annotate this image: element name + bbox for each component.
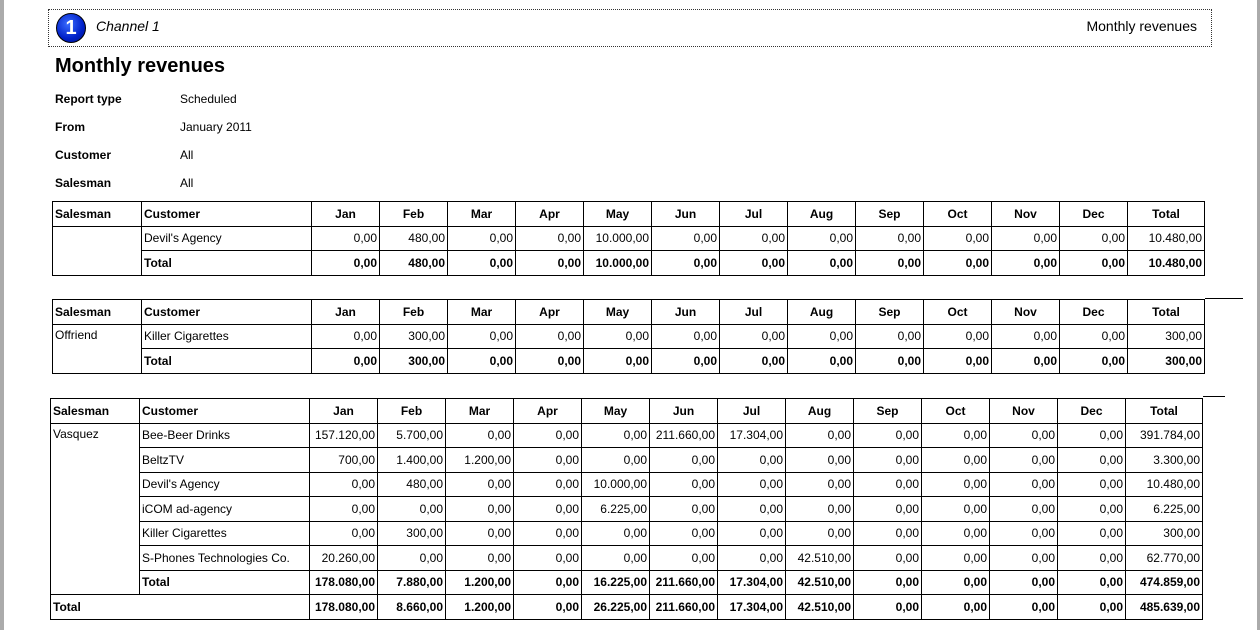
grand-total-value-cell: 178.080,00: [310, 595, 378, 620]
value-cell: 6.225,00: [1126, 497, 1203, 522]
value-cell: 0,00: [1058, 423, 1126, 448]
value-cell: 0,00: [856, 324, 924, 349]
customer-cell: Bee-Beer Drinks: [140, 423, 310, 448]
column-header: Total: [1128, 202, 1205, 227]
value-cell: 0,00: [990, 448, 1058, 473]
column-header: Jun: [652, 202, 720, 227]
total-value-cell: 10.480,00: [1128, 251, 1205, 276]
value-cell: 0,00: [446, 423, 514, 448]
column-header: Mar: [448, 300, 516, 325]
table-row: [51, 448, 1203, 473]
channel-number-badge: 1: [56, 13, 86, 43]
param-label-from: From: [55, 120, 85, 134]
value-cell: 0,00: [582, 521, 650, 546]
value-cell: 0,00: [378, 497, 446, 522]
total-value-cell: 480,00: [380, 251, 448, 276]
value-cell: 0,00: [854, 448, 922, 473]
param-value-customer: All: [180, 148, 194, 162]
value-cell: 0,00: [990, 423, 1058, 448]
column-header: Jun: [650, 399, 718, 424]
value-cell: 0,00: [446, 521, 514, 546]
value-cell: 0,00: [718, 521, 786, 546]
salesman-revenue-table: [52, 299, 1205, 374]
value-cell: 10.000,00: [584, 226, 652, 251]
table-row: [51, 521, 1203, 546]
column-header: Jan: [310, 399, 378, 424]
value-cell: 0,00: [310, 497, 378, 522]
total-value-cell: 0,00: [922, 570, 990, 595]
column-header: Jul: [718, 399, 786, 424]
column-header: Customer: [142, 300, 312, 325]
table-header-row: [53, 202, 1205, 227]
total-value-cell: 0,00: [990, 570, 1058, 595]
grand-total-value-cell: 0,00: [854, 595, 922, 620]
total-value-cell: 0,00: [788, 349, 856, 374]
value-cell: 10.480,00: [1126, 472, 1203, 497]
customer-cell: Killer Cigarettes: [142, 324, 312, 349]
grand-total-value-cell: 0,00: [514, 595, 582, 620]
total-value-cell: 0,00: [652, 251, 720, 276]
value-cell: 480,00: [380, 226, 448, 251]
value-cell: 0,00: [922, 472, 990, 497]
value-cell: 0,00: [922, 521, 990, 546]
value-cell: 700,00: [310, 448, 378, 473]
value-cell: 0,00: [786, 521, 854, 546]
total-value-cell: 0,00: [856, 251, 924, 276]
total-value-cell: 0,00: [924, 349, 992, 374]
value-cell: 0,00: [650, 472, 718, 497]
param-label-report-type: Report type: [55, 92, 122, 106]
column-header: Aug: [786, 399, 854, 424]
salesman-total-row: [51, 570, 1203, 595]
value-cell: 0,00: [516, 324, 584, 349]
value-cell: 0,00: [446, 472, 514, 497]
column-header: Jul: [720, 202, 788, 227]
total-value-cell: 7.880,00: [378, 570, 446, 595]
value-cell: 0,00: [786, 448, 854, 473]
column-header: Aug: [788, 202, 856, 227]
grand-total-value-cell: 8.660,00: [378, 595, 446, 620]
value-cell: 0,00: [854, 423, 922, 448]
param-value-from: January 2011: [180, 120, 252, 134]
value-cell: 0,00: [1058, 521, 1126, 546]
total-value-cell: 0,00: [854, 570, 922, 595]
grand-total-value-cell: 1.200,00: [446, 595, 514, 620]
total-value-cell: 0,00: [312, 251, 380, 276]
value-cell: 0,00: [854, 472, 922, 497]
total-value-cell: 0,00: [788, 251, 856, 276]
salesman-cell: Vasquez: [51, 423, 140, 595]
total-value-cell: 0,00: [516, 349, 584, 374]
salesman-total-row: [53, 349, 1205, 374]
column-header: Jun: [652, 300, 720, 325]
value-cell: 0,00: [1058, 448, 1126, 473]
grand-total-row: [51, 595, 1203, 620]
value-cell: 10.000,00: [582, 472, 650, 497]
column-header: Apr: [516, 300, 584, 325]
value-cell: 0,00: [514, 472, 582, 497]
column-header: Oct: [922, 399, 990, 424]
value-cell: 3.300,00: [1126, 448, 1203, 473]
value-cell: 0,00: [992, 324, 1060, 349]
total-value-cell: 1.200,00: [446, 570, 514, 595]
grand-total-value-cell: 485.639,00: [1126, 595, 1203, 620]
customer-cell: Killer Cigarettes: [140, 521, 310, 546]
value-cell: 0,00: [990, 497, 1058, 522]
column-header: Nov: [992, 300, 1060, 325]
column-header: Jul: [720, 300, 788, 325]
value-cell: 6.225,00: [582, 497, 650, 522]
value-cell: 300,00: [378, 521, 446, 546]
grand-total-value-cell: 17.304,00: [718, 595, 786, 620]
column-header: Total: [1128, 300, 1205, 325]
grand-total-value-cell: 211.660,00: [650, 595, 718, 620]
total-value-cell: 0,00: [516, 251, 584, 276]
total-value-cell: 0,00: [1060, 349, 1128, 374]
param-value-salesman: All: [180, 176, 194, 190]
column-header: Sep: [856, 300, 924, 325]
value-cell: 0,00: [312, 324, 380, 349]
total-value-cell: 178.080,00: [310, 570, 378, 595]
value-cell: 0,00: [446, 497, 514, 522]
customer-cell: S-Phones Technologies Co.: [140, 546, 310, 571]
column-header: Dec: [1058, 399, 1126, 424]
salesman-revenue-table: [52, 201, 1205, 276]
column-header: May: [582, 399, 650, 424]
value-cell: 0,00: [310, 521, 378, 546]
salesman-revenue-table: [50, 398, 1203, 620]
total-value-cell: 0,00: [992, 349, 1060, 374]
param-label-customer: Customer: [55, 148, 112, 162]
column-header: Jan: [312, 202, 380, 227]
total-value-cell: 0,00: [448, 251, 516, 276]
column-header: Total: [1126, 399, 1203, 424]
value-cell: 0,00: [1060, 226, 1128, 251]
grand-total-value-cell: 26.225,00: [582, 595, 650, 620]
value-cell: 0,00: [720, 226, 788, 251]
value-cell: 0,00: [992, 226, 1060, 251]
value-cell: 0,00: [514, 546, 582, 571]
value-cell: 10.480,00: [1128, 226, 1205, 251]
column-header: Dec: [1060, 202, 1128, 227]
total-value-cell: 0,00: [720, 349, 788, 374]
value-cell: 0,00: [514, 497, 582, 522]
table-rule-extension: [1203, 396, 1225, 397]
param-label-salesman: Salesman: [55, 176, 112, 190]
total-value-cell: 0,00: [652, 349, 720, 374]
column-header: Aug: [788, 300, 856, 325]
value-cell: 0,00: [922, 546, 990, 571]
table-row: [53, 226, 1205, 251]
column-header: Salesman: [53, 300, 142, 325]
value-cell: 0,00: [922, 448, 990, 473]
value-cell: 0,00: [582, 546, 650, 571]
table-rule-extension: [1205, 298, 1243, 299]
value-cell: 0,00: [922, 423, 990, 448]
value-cell: 0,00: [788, 226, 856, 251]
value-cell: 0,00: [786, 497, 854, 522]
value-cell: 0,00: [650, 497, 718, 522]
grand-total-label: Total: [51, 595, 310, 620]
value-cell: 5.700,00: [378, 423, 446, 448]
total-value-cell: 211.660,00: [650, 570, 718, 595]
value-cell: 42.510,00: [786, 546, 854, 571]
value-cell: 211.660,00: [650, 423, 718, 448]
total-value-cell: 0,00: [924, 251, 992, 276]
salesman-cell: Offriend: [53, 324, 142, 373]
report-title: Monthly revenues: [55, 55, 226, 77]
table-row: [51, 497, 1203, 522]
column-header: May: [584, 300, 652, 325]
value-cell: 0,00: [652, 324, 720, 349]
value-cell: 1.400,00: [378, 448, 446, 473]
grand-total-value-cell: 0,00: [1058, 595, 1126, 620]
param-value-report-type: Scheduled: [180, 92, 237, 106]
value-cell: 0,00: [924, 324, 992, 349]
total-label: Total: [140, 570, 310, 595]
column-header: Nov: [992, 202, 1060, 227]
total-label: Total: [142, 349, 312, 374]
value-cell: 300,00: [380, 324, 448, 349]
value-cell: 0,00: [854, 521, 922, 546]
column-header: Customer: [142, 202, 312, 227]
customer-cell: iCOM ad-agency: [140, 497, 310, 522]
salesman-total-row: [53, 251, 1205, 276]
value-cell: 0,00: [310, 472, 378, 497]
total-value-cell: 474.859,00: [1126, 570, 1203, 595]
total-value-cell: 42.510,00: [786, 570, 854, 595]
value-cell: 0,00: [1060, 324, 1128, 349]
total-value-cell: 17.304,00: [718, 570, 786, 595]
column-header: May: [584, 202, 652, 227]
value-cell: 0,00: [650, 521, 718, 546]
value-cell: 0,00: [584, 324, 652, 349]
column-header: Mar: [446, 399, 514, 424]
value-cell: 480,00: [378, 472, 446, 497]
value-cell: 0,00: [312, 226, 380, 251]
grand-total-value-cell: 0,00: [922, 595, 990, 620]
value-cell: 0,00: [1058, 546, 1126, 571]
channel-name: Channel 1: [96, 18, 160, 34]
value-cell: 0,00: [854, 546, 922, 571]
total-value-cell: 0,00: [856, 349, 924, 374]
value-cell: 0,00: [788, 324, 856, 349]
column-header: Nov: [990, 399, 1058, 424]
column-header: Oct: [924, 300, 992, 325]
total-value-cell: 0,00: [1060, 251, 1128, 276]
value-cell: 1.200,00: [446, 448, 514, 473]
total-value-cell: 300,00: [380, 349, 448, 374]
grand-total-value-cell: 42.510,00: [786, 595, 854, 620]
value-cell: 0,00: [718, 448, 786, 473]
value-cell: 0,00: [448, 324, 516, 349]
value-cell: 0,00: [378, 546, 446, 571]
value-cell: 0,00: [652, 226, 720, 251]
column-header: Sep: [854, 399, 922, 424]
total-value-cell: 0,00: [312, 349, 380, 374]
salesman-cell: [53, 226, 142, 275]
column-header: Feb: [380, 202, 448, 227]
column-header: Feb: [378, 399, 446, 424]
customer-cell: BeltzTV: [140, 448, 310, 473]
value-cell: 0,00: [718, 546, 786, 571]
total-value-cell: 0,00: [514, 570, 582, 595]
report-header: [48, 9, 1212, 47]
table-row: [51, 423, 1203, 448]
customer-cell: Devil's Agency: [142, 226, 312, 251]
total-value-cell: 0,00: [992, 251, 1060, 276]
value-cell: 0,00: [924, 226, 992, 251]
value-cell: 0,00: [718, 497, 786, 522]
value-cell: 157.120,00: [310, 423, 378, 448]
customer-cell: Devil's Agency: [140, 472, 310, 497]
column-header: Jan: [312, 300, 380, 325]
total-value-cell: 10.000,00: [584, 251, 652, 276]
value-cell: 0,00: [856, 226, 924, 251]
value-cell: 0,00: [720, 324, 788, 349]
value-cell: 0,00: [1058, 472, 1126, 497]
total-value-cell: 0,00: [448, 349, 516, 374]
value-cell: 0,00: [446, 546, 514, 571]
value-cell: 0,00: [922, 497, 990, 522]
table-row: [51, 472, 1203, 497]
value-cell: 0,00: [1058, 497, 1126, 522]
value-cell: 20.260,00: [310, 546, 378, 571]
column-header: Mar: [448, 202, 516, 227]
table-header-row: [53, 300, 1205, 325]
value-cell: 0,00: [650, 448, 718, 473]
total-value-cell: 0,00: [584, 349, 652, 374]
column-header: Sep: [856, 202, 924, 227]
total-value-cell: 16.225,00: [582, 570, 650, 595]
column-header: Customer: [140, 399, 310, 424]
report-page: [4, 0, 1257, 630]
value-cell: 0,00: [514, 521, 582, 546]
column-header: Apr: [516, 202, 584, 227]
table-row: [51, 546, 1203, 571]
total-label: Total: [142, 251, 312, 276]
column-header: Oct: [924, 202, 992, 227]
table-row: [53, 324, 1205, 349]
value-cell: 300,00: [1128, 324, 1205, 349]
value-cell: 0,00: [582, 423, 650, 448]
value-cell: 0,00: [650, 546, 718, 571]
value-cell: 62.770,00: [1126, 546, 1203, 571]
value-cell: 0,00: [582, 448, 650, 473]
value-cell: 0,00: [448, 226, 516, 251]
value-cell: 0,00: [718, 472, 786, 497]
column-header: Salesman: [51, 399, 140, 424]
total-value-cell: 300,00: [1128, 349, 1205, 374]
grand-total-value-cell: 0,00: [990, 595, 1058, 620]
column-header: Apr: [514, 399, 582, 424]
value-cell: 0,00: [514, 423, 582, 448]
value-cell: 0,00: [514, 448, 582, 473]
column-header: Dec: [1060, 300, 1128, 325]
column-header: Salesman: [53, 202, 142, 227]
value-cell: 0,00: [786, 423, 854, 448]
header-report-name: Monthly revenues: [1086, 18, 1197, 34]
total-value-cell: 0,00: [720, 251, 788, 276]
value-cell: 391.784,00: [1126, 423, 1203, 448]
value-cell: 17.304,00: [718, 423, 786, 448]
value-cell: 0,00: [990, 546, 1058, 571]
total-value-cell: 0,00: [1058, 570, 1126, 595]
value-cell: 0,00: [990, 472, 1058, 497]
value-cell: 0,00: [516, 226, 584, 251]
value-cell: 0,00: [854, 497, 922, 522]
value-cell: 0,00: [786, 472, 854, 497]
column-header: Feb: [380, 300, 448, 325]
value-cell: 0,00: [990, 521, 1058, 546]
value-cell: 300,00: [1126, 521, 1203, 546]
table-header-row: [51, 399, 1203, 424]
